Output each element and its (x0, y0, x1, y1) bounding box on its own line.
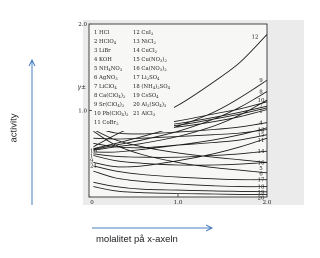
legend-entry-11: 11 CoBr$_2$ (94, 120, 119, 127)
curve-label-20: 20 (257, 195, 265, 202)
x-tick-label: 2.0 (262, 200, 272, 206)
legend-entry-6: 6 AgNO$_3$ (94, 75, 118, 82)
curve-label-4: 4 (259, 120, 263, 127)
x-tick-label: 1.0 (173, 200, 183, 206)
curve-label-15: 15 (257, 132, 265, 139)
curve-label-left-21: 21 (90, 163, 97, 170)
curve-label-17: 17 (257, 177, 265, 184)
legend-entry-18: 18 $(NH_4)_2SO_4$ (133, 84, 171, 91)
curve-label-8: 8 (259, 89, 263, 96)
curve-label-9: 9 (259, 78, 263, 85)
legend-entry-10: 10 $Pb(ClO_4)_2$ (94, 111, 129, 118)
legend-entry-20: 20 $Al_2(SO_4)_3$ (133, 102, 167, 109)
legend-entry-21: 21 AlCl$_3$ (133, 111, 156, 118)
legend-entry-3: 3 LiBr (94, 48, 111, 54)
curve-label-left-10: 10 (90, 148, 97, 155)
curve-label-left-1: 1 (90, 153, 94, 160)
curve-label-11: 11 (257, 138, 265, 145)
legend-entry-12: 12 CuI$_2$ (133, 30, 154, 37)
legend-entry-4: 4 KOH (94, 57, 112, 63)
curve-label-18: 18 (257, 184, 265, 191)
y-tick-label: 1.0 (78, 108, 87, 115)
y-tick-label: 2.0 (78, 22, 87, 28)
x-tick-label: 0 (90, 200, 94, 206)
legend-entry-7: 7 LiClO$_4$ (94, 84, 117, 91)
y-axis-title: activity (8, 113, 20, 143)
y-axis-symbol: γ± (77, 83, 86, 91)
curve-label-19: 19 (257, 189, 265, 196)
legend-entry-8: 8 $Ca(ClO_4)_2$ (94, 93, 126, 100)
curve-label-5: 5 (259, 165, 263, 172)
curve-label-6: 6 (259, 171, 263, 178)
curve-label-left-9: 9 (90, 158, 94, 165)
legend-entry-15: 15 $Cu(NO_3)_2$ (133, 57, 167, 64)
legend-entry-1: 1 HCl (94, 30, 110, 36)
curve-label-16: 16 (257, 160, 265, 167)
curve-label-13: 13 (257, 127, 265, 134)
x-axis-title: molalitet på x-axeln (96, 234, 178, 245)
curve-label-1: 1 (259, 109, 263, 116)
curve-label-12: 12 (251, 34, 259, 41)
legend-entry-16: 16 $Ca(NO_3)_2$ (133, 66, 167, 73)
curve-label-10: 10 (257, 98, 265, 105)
legend-entry-17: 17 $Li_2SO_4$ (133, 75, 160, 82)
legend-entry-13: 13 NiCl$_2$ (133, 39, 156, 46)
legend-entry-2: 2 HClO$_4$ (94, 39, 117, 46)
curve-label-14: 14 (257, 149, 265, 156)
legend-entry-9: 9 $Sr(ClO_4)_2$ (94, 102, 125, 109)
legend-entry-19: 19 CsSO$_4$ (133, 93, 159, 100)
legend-entry-5: 5 $NH_4NO_3$ (94, 66, 123, 73)
legend-entry-14: 14 CuCl$_2$ (133, 48, 158, 55)
curve-label-7: 7 (259, 103, 263, 110)
